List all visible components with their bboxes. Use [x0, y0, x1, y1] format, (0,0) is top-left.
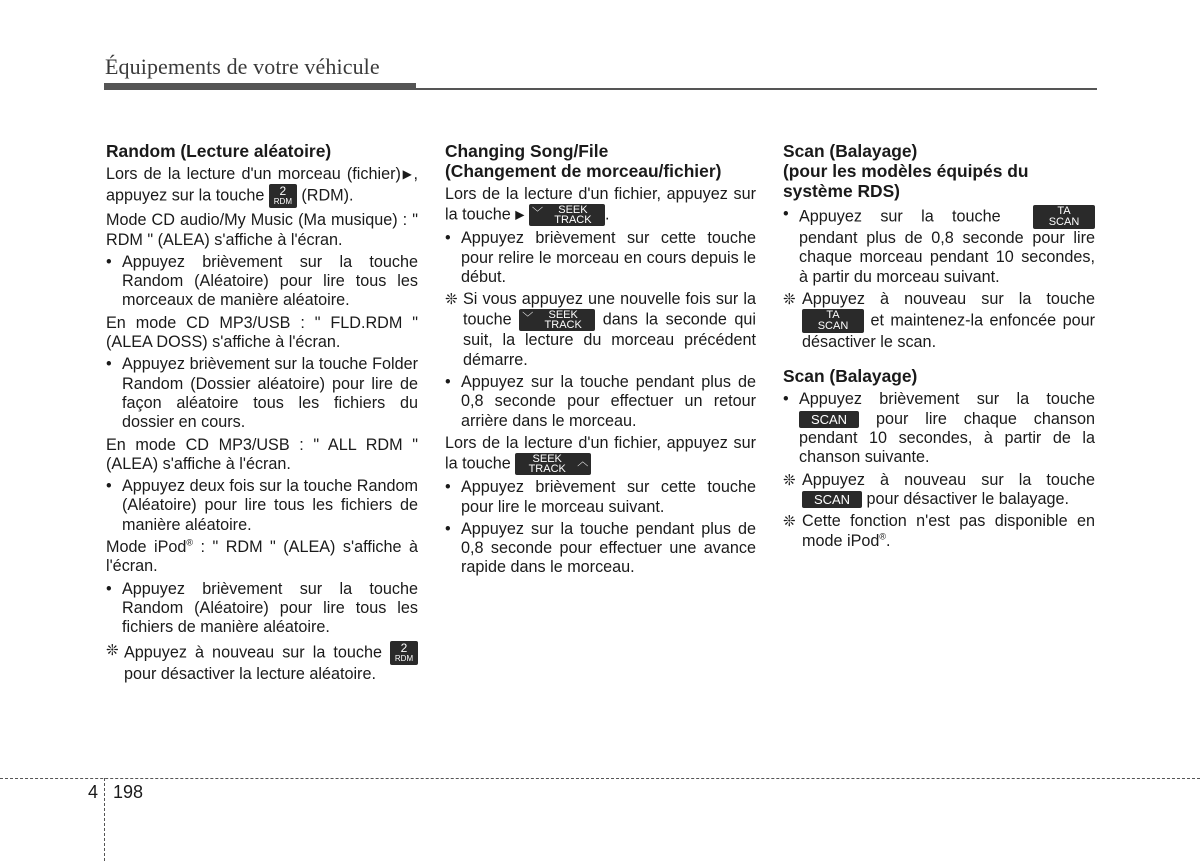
list-item: • Appuyez sur la touche pendant plus de 0,8 seconde pour effectuer un retour arrière dans le morceau.	[445, 373, 756, 430]
column-changing-song	[445, 141, 756, 581]
text: , appuyez sur la touche	[106, 165, 418, 205]
note-item: ❊ Appuyez à nouveau sur la touche SCAN pour désactiver le balayage.	[783, 470, 1095, 508]
list-item: • Appuyez brièvement sur la touche SCAN pour lire chaque chanson pendant 10 secondes, à partir de la chanson suivante.	[783, 390, 1096, 467]
page-number: 198	[113, 782, 144, 802]
bullet-icon: •	[445, 519, 451, 538]
chevron-down-icon: ﹀	[522, 312, 534, 325]
list-item: • Appuyez deux fois sur la touche Random (Aléatoire) pour lire tous les fichiers de manière aléatoire.	[106, 477, 418, 534]
registered-mark: ®	[186, 537, 194, 548]
section-heading-random: Random (Lecture aléatoire)	[106, 141, 332, 161]
registered-mark: ®	[879, 531, 887, 542]
bullet-icon: •	[106, 355, 112, 374]
rdm-button-icon: 2 RDM	[390, 641, 418, 665]
chevron-up-icon: ︿	[577, 456, 589, 469]
paragraph: Lors de la lecture d'un fichier, appuyez sur la touche ▶ ﹀ SEEK TRACK .	[445, 185, 756, 227]
bullet-icon: •	[445, 478, 451, 497]
header-rule	[104, 88, 1097, 90]
ta-scan-button-icon: TA SCAN	[802, 309, 864, 333]
chapter-number: 4	[88, 782, 99, 802]
column-random	[106, 141, 418, 687]
footer-vertical-divider	[104, 778, 105, 861]
note-item: ❊ Appuyez à nouveau sur la touche TA SCAN et maintenez-la enfoncée pour désactiver le scan.	[783, 289, 1095, 352]
note-icon: ❊	[106, 641, 119, 659]
list-item: • Appuyez brièvement sur la touche Random (Aléatoire) pour lire tous les morceaux de manière aléatoire.	[106, 252, 418, 310]
paragraph	[106, 165, 418, 208]
paragraph: Mode CD audio/My Music (Ma musique) : " RDM " (ALEA) s'affiche à l'écran.	[106, 211, 418, 249]
note-item: ❊ Appuyez à nouveau sur la touche 2 RDM pour désactiver la lecture aléatoire.	[106, 641, 418, 684]
paragraph: Lors de la lecture d'un fichier, appuyez sur la touche ︿ SEEK TRACK	[445, 433, 756, 476]
list-item: • Appuyez sur la touche TA SCAN pendant plus de 0,8 seconde pour lire chaque morceau pendant 10 secondes, à partir du morceau suivant.	[783, 205, 1095, 286]
list-item: • Appuyez brièvement sur la touche Folder Random (Dossier aléatoire) pour lire de façon aléatoire tous les fichiers du dossier en cours.	[106, 355, 418, 432]
bullet-icon: •	[106, 252, 112, 271]
note-icon: ❊	[445, 291, 458, 309]
note-icon: ❊	[783, 513, 796, 531]
list-item: • Appuyez brièvement sur la touche Random (Aléatoire) pour lire tous les fichiers de manière aléatoire.	[106, 579, 418, 637]
note-icon: ❊	[783, 471, 796, 489]
bullet-icon: •	[783, 390, 789, 409]
text: (RDM).	[301, 186, 354, 205]
section-heading-changing-song: Changing Song/File (Changement de morceau/fichier)	[445, 141, 722, 181]
list-item: • Appuyez sur la touche pendant plus de 0,8 seconde pour effectuer une avance rapide dans le morceau.	[445, 519, 756, 577]
bullet-icon: •	[445, 373, 451, 392]
paragraph: En mode CD MP3/USB : " FLD.RDM " (ALEA DOSS) s'affiche à l'écran.	[106, 313, 418, 352]
column-scan	[783, 141, 1095, 554]
chevron-down-icon: ﹀	[531, 207, 543, 220]
bullet-icon: •	[106, 477, 112, 496]
note-icon: ❊	[783, 290, 796, 308]
scan-button-icon: SCAN	[802, 491, 862, 508]
list-item: • Appuyez brièvement sur cette touche pour lire le morceau suivant.	[445, 478, 756, 516]
seek-track-down-button-icon: ﹀ SEEK TRACK	[529, 204, 605, 226]
scan-button-icon: SCAN	[799, 411, 859, 428]
play-icon: ▶	[515, 207, 525, 222]
bullet-icon: •	[783, 205, 789, 223]
text: Lors de la lecture d'un morceau (fichier)	[106, 165, 401, 183]
paragraph: En mode CD MP3/USB : " ALL RDM " (ALEA) s'affiche à l'écran.	[106, 435, 418, 473]
section-heading-scan-rds: Scan (Balayage) (pour les modèles équipés du système RDS)	[783, 141, 1029, 201]
seek-track-up-button-icon: ︿ SEEK TRACK	[515, 453, 591, 475]
seek-track-down-button-icon: ﹀ SEEK TRACK	[519, 309, 595, 331]
play-icon: ▶	[400, 167, 414, 181]
page-header-title: Équipements de votre véhicule	[105, 54, 380, 79]
list-item: • Appuyez brièvement sur cette touche pour relire le morceau en cours depuis le début.	[445, 229, 756, 286]
paragraph: Mode iPod® : " RDM " (ALEA) s'affiche à l'écran.	[106, 537, 418, 576]
bullet-icon: •	[106, 579, 112, 598]
ta-scan-button-icon: TA SCAN	[1033, 205, 1095, 229]
bullet-icon: •	[445, 229, 451, 248]
note-item: ❊ Si vous appuyez une nouvelle fois sur la touche ﹀ SEEK TRACK dans la seconde qui suit, la lecture du morceau précédent démarre.	[445, 290, 756, 369]
section-heading-scan: Scan (Balayage)	[783, 366, 918, 387]
note-item: ❊ Cette fonction n'est pas disponible en mode iPod®.	[783, 512, 1095, 550]
footer-divider	[0, 778, 1200, 779]
rdm-button-icon: 2 RDM	[269, 184, 297, 208]
